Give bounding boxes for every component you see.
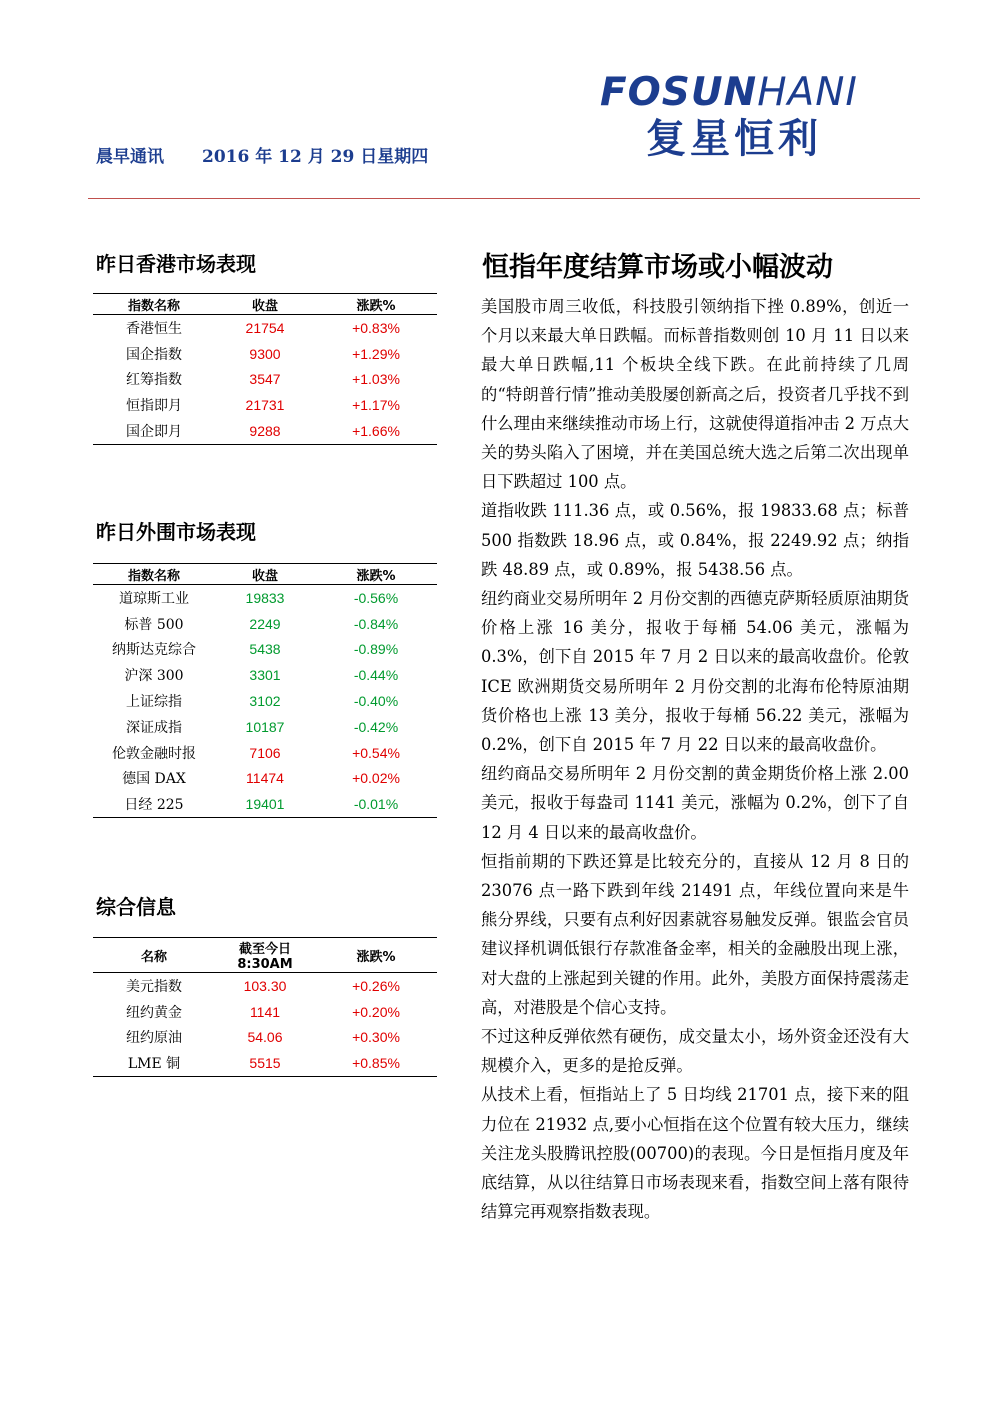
item-name: 美元指数 [126, 978, 182, 995]
header-divider [88, 198, 920, 199]
general-info-table [93, 937, 437, 1077]
index-close: 9288 [215, 418, 315, 444]
table-row [93, 1050, 437, 1076]
index-close: 21731 [245, 397, 285, 414]
table-row [93, 688, 437, 714]
item-change: +0.20% [352, 1003, 400, 1020]
item-name: LME 铜 [93, 1050, 215, 1076]
index-name: 纳斯达克综合 [112, 642, 196, 659]
index-close: 11474 [246, 770, 284, 787]
index-name: 上证综指 [126, 694, 182, 711]
global-market-title: 昨日外围市场表现 [96, 520, 256, 544]
table-row [93, 392, 437, 418]
index-close: 10187 [245, 718, 285, 735]
column-header-name: 名称 [93, 938, 215, 973]
index-close: 9300 [249, 345, 281, 362]
index-name: 沪深 300 [124, 668, 184, 685]
index-change: +1.66% [315, 418, 437, 444]
table-row [93, 367, 437, 393]
item-change: +0.85% [315, 1050, 437, 1076]
report-dateline [96, 142, 428, 166]
index-change: +1.29% [352, 345, 400, 362]
index-name: 道琼斯工业 [119, 590, 189, 607]
column-header-close: 收盘 [215, 294, 315, 315]
article-paragraph: 道指收跌 111.36 点，或 0.56%，报 19833.68 点；标普 500 指数跌 18.96 点，或 0.84%，报 2249.92 点；纳指跌 48.89 点，或 0.89%，报 5438.56 点。 [481, 501, 909, 579]
article-paragraph: 纽约商业交易所明年 2 月份交割的西德克萨斯轻质原油期货价格上涨 16 美分，报收于每桶 54.06 美元，涨幅为 0.3%，创下自 2015 年 7 月 2 日以来的最高收盘价。伦敦 ICE 欧洲期货交易所明年 2 月份交割的北海布伦特原油期货价格也上涨 13 美分，报收于每桶 56.22 美元，涨幅为 0.2%，创下自 2015 年 7 月 22 日以来的最高收盘价。 [481, 589, 909, 755]
table-row [93, 1025, 437, 1051]
index-change: -0.40% [353, 693, 399, 710]
index-change: -0.56% [353, 589, 399, 606]
index-name: 日经 225 [93, 791, 215, 817]
index-name: 深证成指 [126, 719, 182, 736]
index-close: 19833 [245, 589, 285, 606]
column-header-change: 涨跌% [315, 294, 437, 315]
column-header-change: 涨跌% [315, 564, 437, 585]
column-header-name: 指数名称 [93, 294, 215, 315]
index-change: -0.84% [353, 615, 399, 632]
article-headline: 恒指年度结算市场或小幅波动 [482, 252, 833, 283]
column-header-change: 涨跌% [315, 938, 437, 973]
table-row [93, 418, 437, 444]
index-close: 19401 [215, 791, 315, 817]
index-change: +0.54% [352, 744, 400, 761]
index-name: 恒指即月 [126, 398, 182, 415]
article-paragraph: 不过这种反弹依然有硬伤，成交量太小，场外资金还没有大规模介入，更多的是抢反弹。 [481, 1027, 909, 1076]
index-close: 3102 [249, 693, 281, 710]
index-close: 3547 [249, 371, 281, 388]
item-change: +0.26% [352, 977, 400, 994]
item-name: 纽约黄金 [126, 1004, 182, 1021]
table-row [93, 315, 437, 341]
index-change: +1.17% [352, 397, 400, 414]
index-name: 伦敦金融时报 [112, 745, 196, 762]
column-header-name: 指数名称 [93, 564, 215, 585]
table-row [93, 740, 437, 766]
report-name: 晨早通讯 [96, 147, 164, 167]
index-change: +0.02% [352, 770, 400, 787]
table-row [93, 585, 437, 611]
table-row [93, 662, 437, 688]
index-name: 红筹指数 [126, 372, 182, 389]
table-row [93, 791, 437, 817]
table-row [93, 637, 437, 663]
index-close: 2249 [249, 615, 281, 632]
company-logo-english: FOSUNHANI [600, 70, 858, 115]
index-change: +1.03% [352, 371, 400, 388]
item-value: 1141 [249, 1003, 281, 1020]
article-body [481, 292, 909, 1227]
table-row [93, 999, 437, 1025]
report-date: 2016 年 12 月 29 日星期四 [202, 147, 429, 167]
article-paragraph: 纽约商品交易所明年 2 月份交割的黄金期货价格上涨 2.00 美元，报收于每盎司 1141 美元，涨幅为 0.2%，创下了自 12 月 4 日以来的最高收盘价。 [481, 764, 909, 842]
company-logo-chinese: 复星恒利 [646, 116, 822, 162]
index-change: +0.83% [352, 319, 400, 336]
table-row [93, 766, 437, 792]
index-change: -0.01% [315, 791, 437, 817]
index-close: 5438 [249, 641, 281, 658]
hk-market-title: 昨日香港市场表现 [96, 252, 256, 276]
table-row [93, 611, 437, 637]
item-value: 54.06 [247, 1029, 283, 1046]
item-change: +0.30% [352, 1029, 400, 1046]
article-paragraph: 从技术上看，恒指站上了 5 日均线 21701 点，接下来的阻力位在 21932 点,要小心恒指在这个位置有较大压力，继续关注龙头股腾讯控股(00700)的表现。今日是恒指月度及年底结算，从以往结算日市场表现来看，指数空间上落有限待结算完再观察指数表现。 [481, 1085, 909, 1222]
index-name: 德国 DAX [122, 771, 186, 788]
article-paragraph: 美国股市周三收低，科技股引领纳指下挫 0.89%，创近一个月以来最大单日跌幅。而标普指数则创 10 月 11 日以来最大单日跌幅,11 个板块全线下跌。在此前持续了几周的“特朗普行情”推动美股屡创新高之后，投资者几乎找不到什么理由来继续推动市场上行，这就使得道指冲击 2 万点大关的势头陷入了困境，并在美国总统大选之后第二次出现单日下跌超过 100 点。 [481, 297, 909, 492]
index-name: 国企指数 [126, 346, 182, 363]
table-row [93, 714, 437, 740]
index-name: 标普 500 [124, 616, 184, 633]
index-name: 国企即月 [93, 418, 215, 444]
hk-market-table [93, 293, 437, 445]
column-header-close: 截至今日 8:30AM [215, 938, 315, 973]
index-change: -0.42% [353, 718, 399, 735]
index-close: 3301 [249, 667, 281, 684]
item-name: 纽约原油 [126, 1030, 182, 1047]
table-row [93, 973, 437, 999]
index-change: -0.89% [353, 641, 399, 658]
index-change: -0.44% [353, 667, 399, 684]
index-close: 7106 [249, 744, 281, 761]
column-header-close: 收盘 [215, 564, 315, 585]
general-info-title: 综合信息 [96, 895, 176, 919]
item-value: 103.30 [243, 977, 287, 994]
index-name: 香港恒生 [126, 320, 182, 337]
item-value: 5515 [215, 1050, 315, 1076]
index-close: 21754 [245, 319, 285, 336]
global-market-table [93, 563, 437, 818]
article-paragraph: 恒指前期的下跌还算是比较充分的，直接从 12 月 8 日的 23076 点一路下跌到年线 21491 点，年线位置向来是牛熊分界线，只要有点利好因素就容易触发反弹。银监会官员建议择机调低银行存款准备金率，相关的金融股出现上涨，对大盘的上涨起到关键的作用。此外，美股方面保持震荡走高，对港股是个信心支持。 [481, 851, 909, 1017]
table-row [93, 341, 437, 367]
